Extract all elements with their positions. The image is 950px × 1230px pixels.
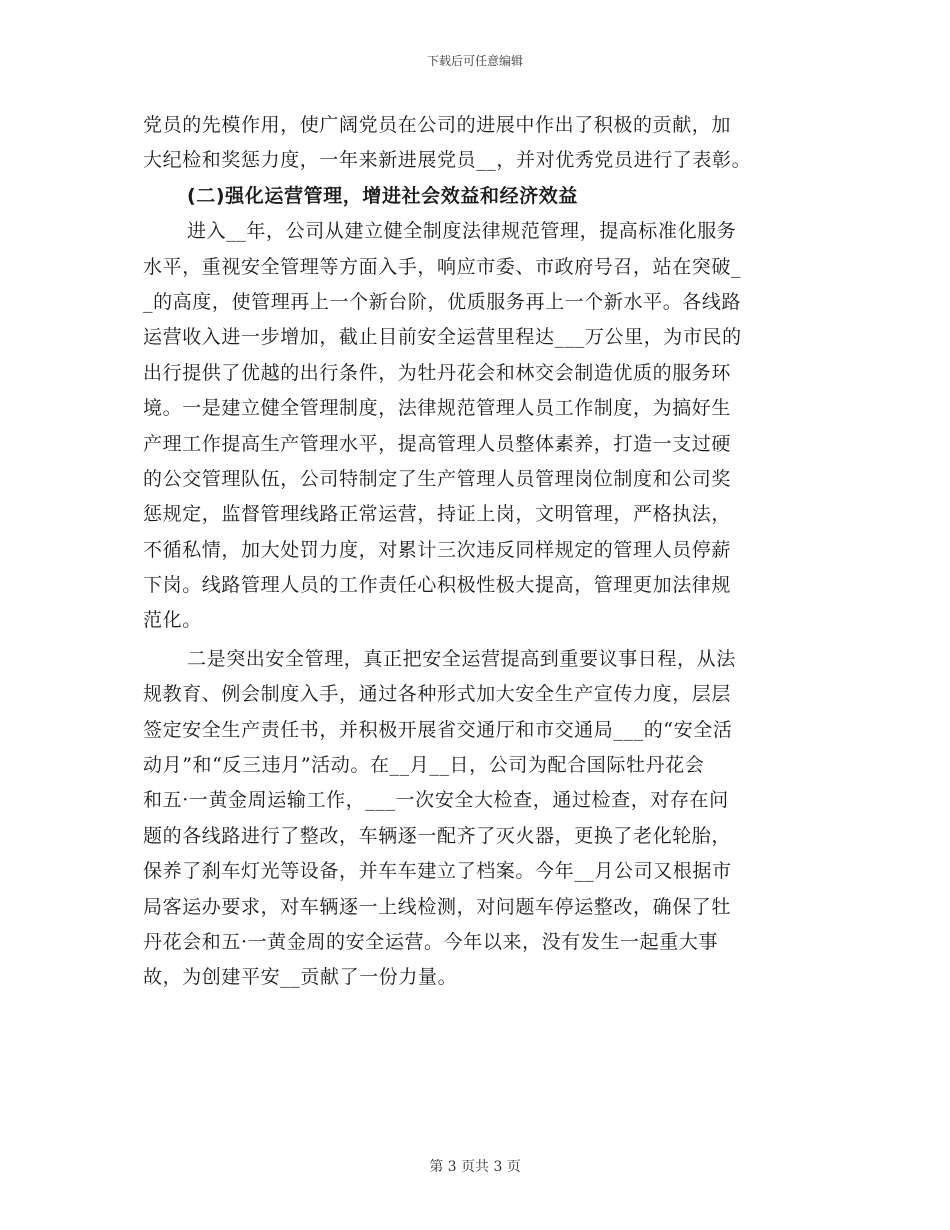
paragraph-line: 不循私情，加大处罚力度，对累计三次违反同样规定的管理人员停薪	[143, 538, 732, 561]
paragraph-line: 保养了刹车灯光等设备，并车车建立了档案。今年__月公司又根据市	[143, 860, 732, 883]
paragraph-line: 运营收入进一步增加，截止目前安全运营里程达___万公里，为市民的	[143, 326, 742, 349]
page-footer: 第 3 页共 3 页	[429, 1159, 521, 1175]
paragraph-line: 局客运办要求，对车辆逐一上线检测，对问题车停运整改，确保了牡	[143, 895, 732, 918]
page-header: 下载后可任意编辑	[426, 54, 523, 68]
paragraph-line: 故，为创建平安__贡献了一份力量。	[143, 966, 458, 989]
paragraph-line: 签定安全生产责任书，并积极开展省交通厅和市交通局___的“安全活	[143, 718, 733, 741]
paragraph-line: 进入__年，公司从建立健全制度法律规范管理，提高标准化服务	[187, 220, 737, 243]
paragraph-line: 惩规定，监督管理线路正常运营，持证上岗，文明管理，严格执法，	[143, 503, 732, 526]
paragraph-line: 下岗。线路管理人员的工作责任心积极性极大提高，管理更加法律规	[143, 574, 732, 597]
paragraph-line: 出行提供了优越的出行条件，为牡丹花会和林交会制造优质的服务环	[143, 361, 732, 384]
paragraph-line: _的高度，使管理再上一个新台阶，优质服务再上一个新水平。各线路	[143, 290, 742, 313]
paragraph-line: 的公交管理队伍，公司特制定了生产管理人员管理岗位制度和公司奖	[143, 467, 732, 490]
paragraph-line: 动月”和“反三违月”活动。在__月__日，公司为配合国际牡丹花会	[143, 754, 705, 777]
paragraph-line: 境。一是建立健全管理制度，法律规范管理人员工作制度，为搞好生	[143, 397, 732, 420]
paragraph-line: 规教育、例会制度入手，通过各种形式加大安全生产宣传力度，层层	[143, 683, 732, 706]
paragraph-line: 水平，重视安全管理等方面入手，响应市委、市政府号召，站在突破_	[143, 255, 742, 278]
paragraph-line: 大纪检和奖惩力度，一年来新进展党员__，并对优秀党员进行了表彰。	[143, 149, 752, 172]
paragraph-line: 和五·一黄金周运输工作，___一次安全大检查，通过检查，对存在问	[143, 789, 729, 812]
paragraph-line: 范化。	[143, 609, 202, 632]
paragraph-line: 题的各线路进行了整改，车辆逐一配齐了灭火器，更换了老化轮胎，	[143, 824, 732, 847]
paragraph-line: 党员的先模作用，使广阔党员在公司的进展中作出了积极的贡献，加	[143, 114, 732, 136]
paragraph-line: 二是突出安全管理，真正把安全运营提高到重要议事日程，从法	[187, 647, 736, 670]
section-heading: (二)强化运营管理，增进社会效益和经济效益	[187, 184, 578, 207]
document-body	[143, 108, 805, 996]
paragraph-line: 丹花会和五·一黄金周的安全运营。今年以来，没有发生一起重大事	[143, 930, 719, 953]
paragraph-line: 产理工作提高生产管理水平，提高管理人员整体素养，打造一支过硬	[143, 432, 732, 455]
